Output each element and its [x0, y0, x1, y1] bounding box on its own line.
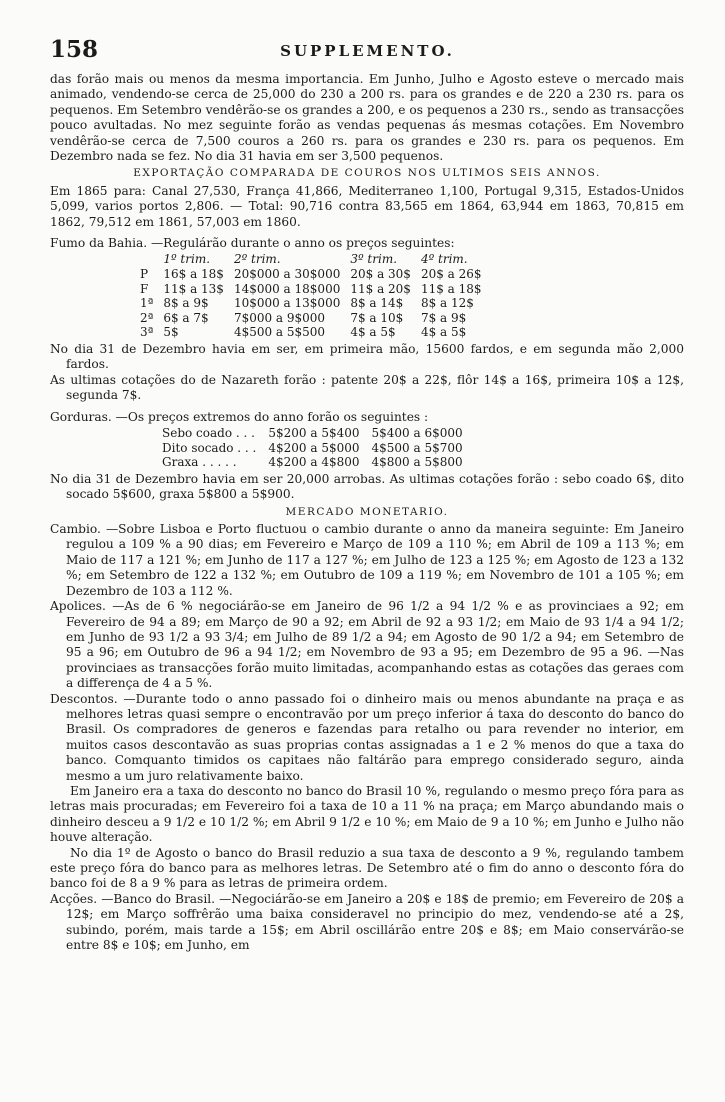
- table-cell: 20$ a 30$: [350, 267, 411, 282]
- table-cell: Graxa . . . . .: [162, 455, 237, 470]
- table-cell: 4$ a 5$: [350, 325, 396, 340]
- table-cell: 11$ a 13$: [163, 281, 224, 296]
- table-cell: 7$000 a 9$000: [233, 310, 326, 325]
- table-cell: F: [140, 281, 149, 296]
- table-cell: 20$000 a 30$000: [233, 267, 341, 282]
- fumo-header-cell: [140, 252, 163, 267]
- table-cell: 4$500 a 5$700: [371, 440, 463, 455]
- paragraph-fumo-stock: No dia 31 de Dezembro havia em ser, em primeira mão, 15600 fardos, e em segunda mão 2,000 fardos.: [50, 342, 684, 372]
- table-row: [140, 325, 492, 340]
- paragraph-accoes: Acções. —Banco do Brasil. —Negociárão-se em Janeiro a 20$ e 18$ de premio; em Fevereiro de 20$ a 12$; em Março soffrêrão uma baixa consideravel no principio do mez, vendendo-se até a 2$, subindo, porém, mais tarde a 15$; em Abril oscillárão entre 20$ e 8$; em Maio conservárão-se entre 8$ e 10$; em Junho, em: [50, 891, 684, 953]
- table-row: [162, 426, 475, 441]
- table-cell: 4$800 a 5$800: [371, 455, 463, 470]
- paragraph-apolices: Apolices. —As de 6 % negociárão-se em Janeiro de 96 1/2 a 94 1/2 % e as provinciaes a 92; em Fevereiro de 94 a 89; em Março de 90 a 92; em Abril de 92 a 93 1/2; em Maio de 93 1/4 a 94 1/2; em Junho de 93 1/2 a 93 3/4; em Julho de 89 1/2 a 94; em Agosto de 90 1/2 a 94; em Setembro de 95 a 96; em Outubro de 96 a 94 1/2; em Novembro de 93 a 95; em Dezembro de 95 a 96. —Nas provinciaes as transacções forão muito limitadas, acompanhando estas as cotações das geraes com a differença de 4 a 5 %.: [50, 599, 684, 691]
- table-row: [162, 455, 475, 470]
- fumo-header-cell: 1º trim.: [163, 252, 211, 267]
- fumo-header-cell: 4º trim.: [420, 252, 468, 267]
- table-cell: 16$ a 18$: [163, 267, 224, 282]
- table-row: [140, 311, 492, 326]
- table-cell: 14$000 a 18$000: [233, 281, 341, 296]
- table-cell: 7$ a 9$: [420, 310, 467, 325]
- table-row: [162, 441, 475, 456]
- page-header: [50, 36, 685, 66]
- table-cell: 4$500 a 5$500: [233, 325, 326, 340]
- table-cell: Sebo coado . . .: [162, 426, 255, 441]
- section-heading-mercado: MERCADO MONETARIO.: [285, 505, 449, 518]
- fumo-price-table: [140, 252, 492, 340]
- table-row: [140, 296, 492, 311]
- table-cell: 4$ a 5$: [420, 325, 467, 340]
- paragraph-gorduras-stock: No dia 31 de Dezembro havia em ser 20,000 arrobas. As ultimas cotações forão : sebo coado 6$, dito socado 5$600, graxa 5$800 a 5$900.: [50, 471, 684, 502]
- table-cell: 8$ a 14$: [350, 296, 404, 311]
- table-row: [140, 282, 492, 297]
- paragraph-fumo-nazareth: As ultimas cotações do de Nazareth forão : patente 20$ a 22$, flôr 14$ a 16$, primeira 10$ a 12$, segunda 7$.: [50, 372, 684, 403]
- table-cell: 8$ a 12$: [420, 296, 474, 311]
- fumo-header-cell: 2º trim.: [233, 252, 281, 267]
- paragraph-gorduras-intro: Gorduras. —Os preços extremos do anno forão os seguintes :: [50, 409, 429, 424]
- table-cell: 6$ a 7$: [163, 310, 209, 325]
- paragraph-couros: das forão mais ou menos da mesma importancia. Em Junho, Julho e Agosto esteve o mercado mais animado, vendendo-se cerca de 25,000 do 230 a 200 rs. para os grandes e de 220 a 230 rs. para os pequenos. Em Setembro vendêrão-se os grandes a 200, e os pequenos a 230 rs., sendo as transacções pouco avultadas. No mez seguinte forão as vendas pequenas ás mesmas cotações. Em Novembro vendêrão-se cerca de 7,500 couros a 260 rs. para os grandes e 230 rs. para os pequenos. Em Dezembro nada se fez. No dia 31 havia em ser 3,500 pequenos.: [50, 72, 684, 164]
- table-row: [140, 267, 492, 282]
- fumo-header-cell: 3º trim.: [350, 252, 398, 267]
- table-cell: 1ª: [140, 296, 154, 311]
- table-cell: 11$ a 18$: [420, 281, 482, 296]
- paragraph-exportacao: Em 1865 para: Canal 27,530, França 41,866, Mediterraneo 1,100, Portugal 9,315, Estados-Unidos 5,099, varios portos 2,806. — Total: 90,716 contra 83,565 em 1864, 63,944 em 1863, 70,815 em 1862, 79,512 em 1861, 57,003 em 1860.: [50, 183, 684, 229]
- paragraph-descontos: Descontos. —Durante todo o anno passado foi o dinheiro mais ou menos abundante na praça e as melhores letras quasi sempre o encontravão por um preço inferior á taxa do desconto do banco do Brasil. Os compradores de generos e fazendas para retalho ou para revender no interior, em muitos casos descontavão as suas proprias contas assignadas a 1 e 2 % menos do que a taxa do banco. Comquanto timidos os capitaes não faltárão para emprego considerado seguro, ainda mesmo a um juro relativamente baixo.: [50, 691, 684, 783]
- running-title: SUPPLEMENTO.: [280, 42, 455, 60]
- paragraph-descontos-taxa: Em Janeiro era a taxa do desconto no banco do Brasil 10 %, regulando o mesmo preço fóra para as letras mais procuradas; em Fevereiro foi a taxa de 10 a 11 % na praça; em Março abundando mais o dinheiro desceu a 9 1/2 e 10 1/2 %; em Abril 9 1/2 e 10 %; em Maio de 9 a 10 %; em Junho e Julho não houve alteração.: [50, 783, 684, 845]
- table-cell: 11$ a 20$: [350, 281, 411, 296]
- paragraph-cambio: Cambio. —Sobre Lisboa e Porto fluctuou o cambio durante o anno da maneira seguinte: Em Janeiro regulou a 109 % a 90 dias; em Fevereiro e Março de 109 a 110 %; em Abril de 109 a 113 %; em Maio de 117 a 121 %; em Junho de 117 a 127 %; em Julho de 123 a 125 %; em Agosto de 123 a 132 %; em Setembro de 122 a 132 %; em Outubro de 109 a 119 %; em Novembro de 101 a 105 %; em Dezembro de 103 a 112 %.: [50, 522, 684, 598]
- table-cell: Dito socado . . .: [162, 440, 257, 455]
- table-cell: 2ª: [140, 310, 154, 325]
- paragraph-fumo-intro: Fumo da Bahia. —Regulárão durante o anno os preços seguintes:: [50, 236, 455, 251]
- fumo-header-row: [140, 252, 492, 267]
- text-body: [50, 72, 684, 953]
- table-cell: 4$200 a 4$800: [268, 455, 360, 470]
- table-cell: P: [140, 267, 149, 282]
- table-cell: 5$400 a 6$000: [371, 426, 463, 441]
- table-cell: 5$: [163, 325, 179, 340]
- table-cell: 3ª: [140, 325, 154, 340]
- table-cell: 7$ a 10$: [350, 310, 404, 325]
- table-cell: 10$000 a 13$000: [233, 296, 341, 311]
- gorduras-price-table: [162, 426, 475, 470]
- page-number: 158: [50, 36, 99, 63]
- table-cell: 4$200 a 5$000: [268, 440, 360, 455]
- table-cell: 20$ a 26$: [420, 267, 482, 282]
- table-cell: 5$200 a 5$400: [268, 426, 360, 441]
- table-cell: 8$ a 9$: [163, 296, 209, 311]
- section-heading-exportacao: EXPORTAÇÃO COMPARADA DE COUROS NOS ULTIMOS SEIS ANNOS.: [133, 167, 601, 180]
- paragraph-descontos-agosto: No dia 1º de Agosto o banco do Brasil reduzio a sua taxa de desconto a 9 %, regulando tambem este preço fóra do banco para as melhores letras. De Setembro até o fim do anno o desconto fóra do banco foi de 8 a 9 % para as letras de primeira ordem.: [50, 845, 684, 891]
